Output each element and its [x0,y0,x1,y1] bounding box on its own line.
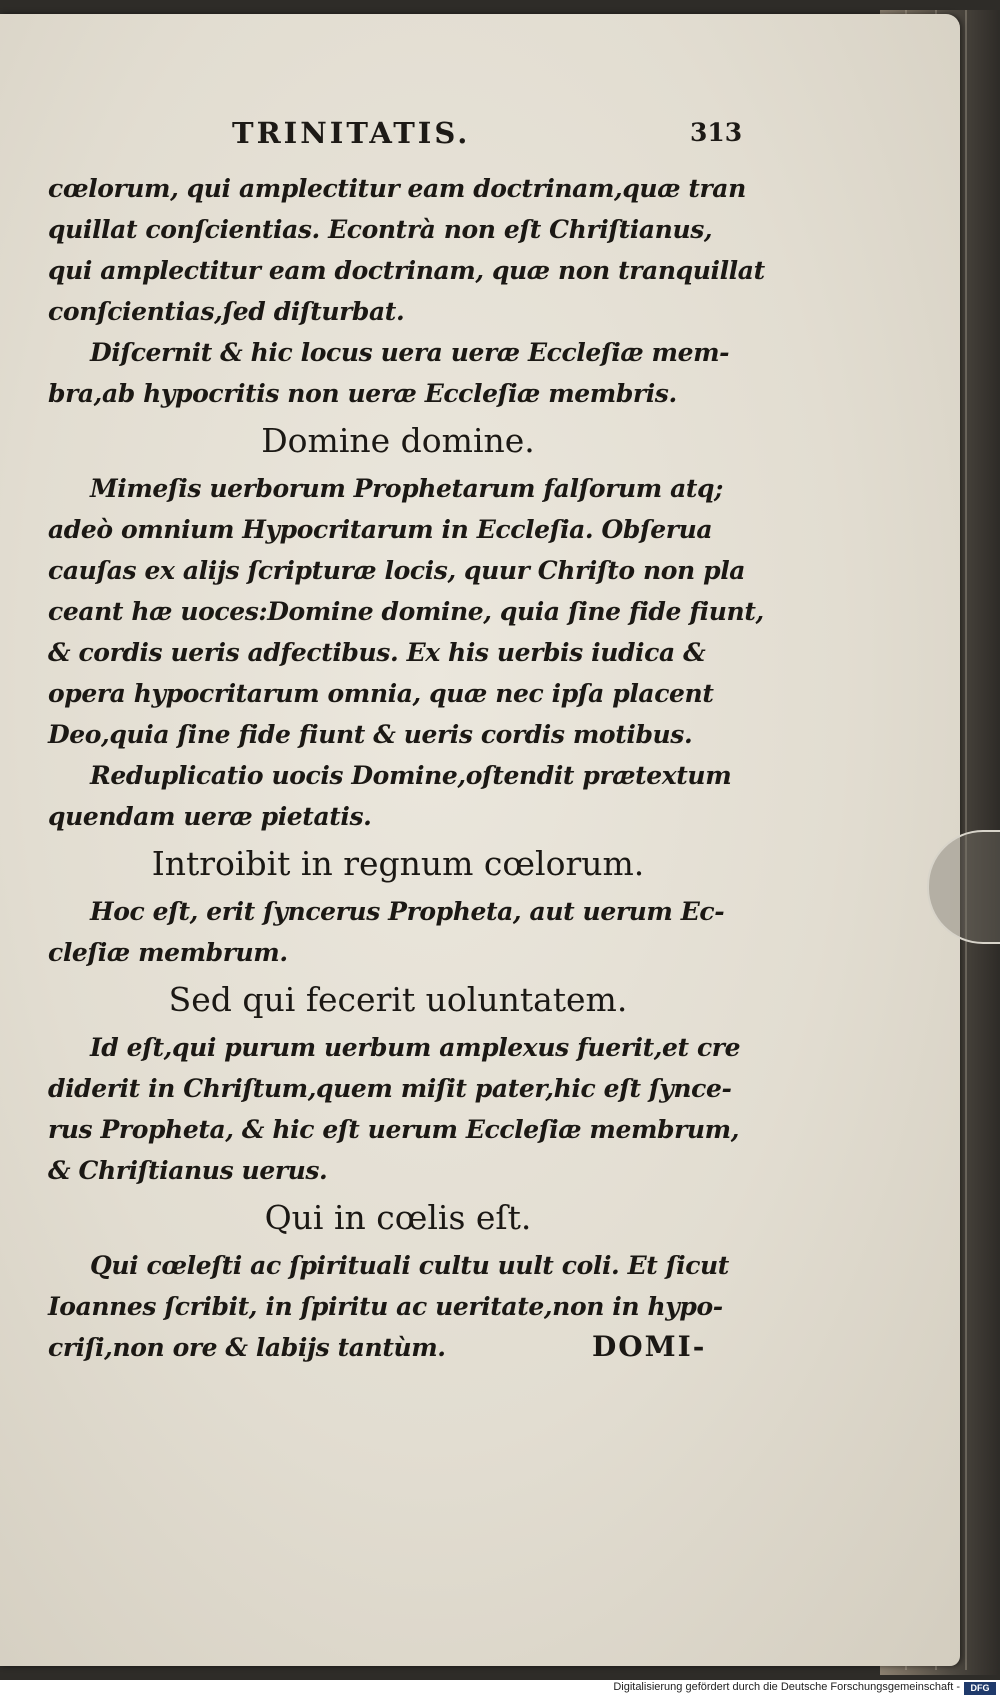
section-heading: Introibit in regnum cœlorum. [151,844,645,883]
text-line: Mimeſis uerborum Prophetarum falſorum atq; [90,474,723,503]
text-line: cœlorum, qui amplectitur eam doctrinam,quæ tran [48,174,746,203]
text-line: Qui cœleſti ac ſpirituali cultu uult coli. Et ſicut [90,1251,729,1280]
page-number: 313 [690,118,743,147]
text-line: & cordis ueris adfectibus. Ex his uerbis iudica & [48,638,706,667]
text-line: quillat conſcientias. Econtrà non eſt Chriſtianus, [48,215,713,244]
section-heading: Sed qui fecerit uoluntatem. [168,980,628,1019]
text-line: ceant hæ uoces:Domine domine, quia ſine fide fiunt, [48,597,764,626]
text-line: rus Propheta, & hic eſt uerum Eccleſiæ membrum, [48,1115,740,1144]
text-line: bra,ab hypocritis non ueræ Eccleſiæ membris. [48,379,677,408]
footer-credit: Digitalisierung gefördert durch die Deutsche Forschungsgemeinschaft - [613,1681,960,1693]
text-line: opera hypocritarum omnia, quæ nec ipſa placent [48,679,714,708]
body-text [48,168,765,1368]
text-line: Reduplicatio uocis Domine,oſtendit prætextum [90,761,732,790]
text-line: criſi,non ore & labijs tantùm. [48,1333,446,1362]
text-line: Id eſt,qui purum uerbum amplexus fuerit,et cre [90,1033,741,1062]
section-heading: Qui in cœlis eſt. [264,1198,532,1237]
text-line: cleſiæ membrum. [48,938,288,967]
running-head: TRINITATIS. [232,116,471,150]
text-line: Ioannes ſcribit, in ſpiritu ac ueritate,non in hypo- [48,1292,723,1321]
section-heading: Domine domine. [261,421,535,460]
text-line: quendam ueræ pietatis. [48,802,372,831]
text-line: conſcientias,ſed diſturbat. [48,297,405,326]
text-line: cauſas ex alijs ſcripturæ locis, quur Chriſto non pla [48,556,746,585]
text-line: diderit in Chriſtum,quem miſit pater,hic eſt ſynce- [48,1074,732,1103]
text-line: Diſcernit & hic locus uera ueræ Eccleſiæ mem- [90,338,730,367]
text-line: & Chriſtianus uerus. [48,1156,328,1185]
text-line: adeò omnium Hypocritarum in Eccleſia. Obſerua [48,515,713,544]
dfg-logo: DFG [964,1682,996,1695]
text-line: qui amplectitur eam doctrinam, quæ non tranquillat [48,256,765,285]
text-line: Hoc eſt, erit ſyncerus Propheta, aut uerum Ec- [90,897,725,926]
catchword: DOMI- [592,1330,707,1363]
text-line: Deo,quia ſine fide fiunt & ueris cordis motibus. [48,720,693,749]
